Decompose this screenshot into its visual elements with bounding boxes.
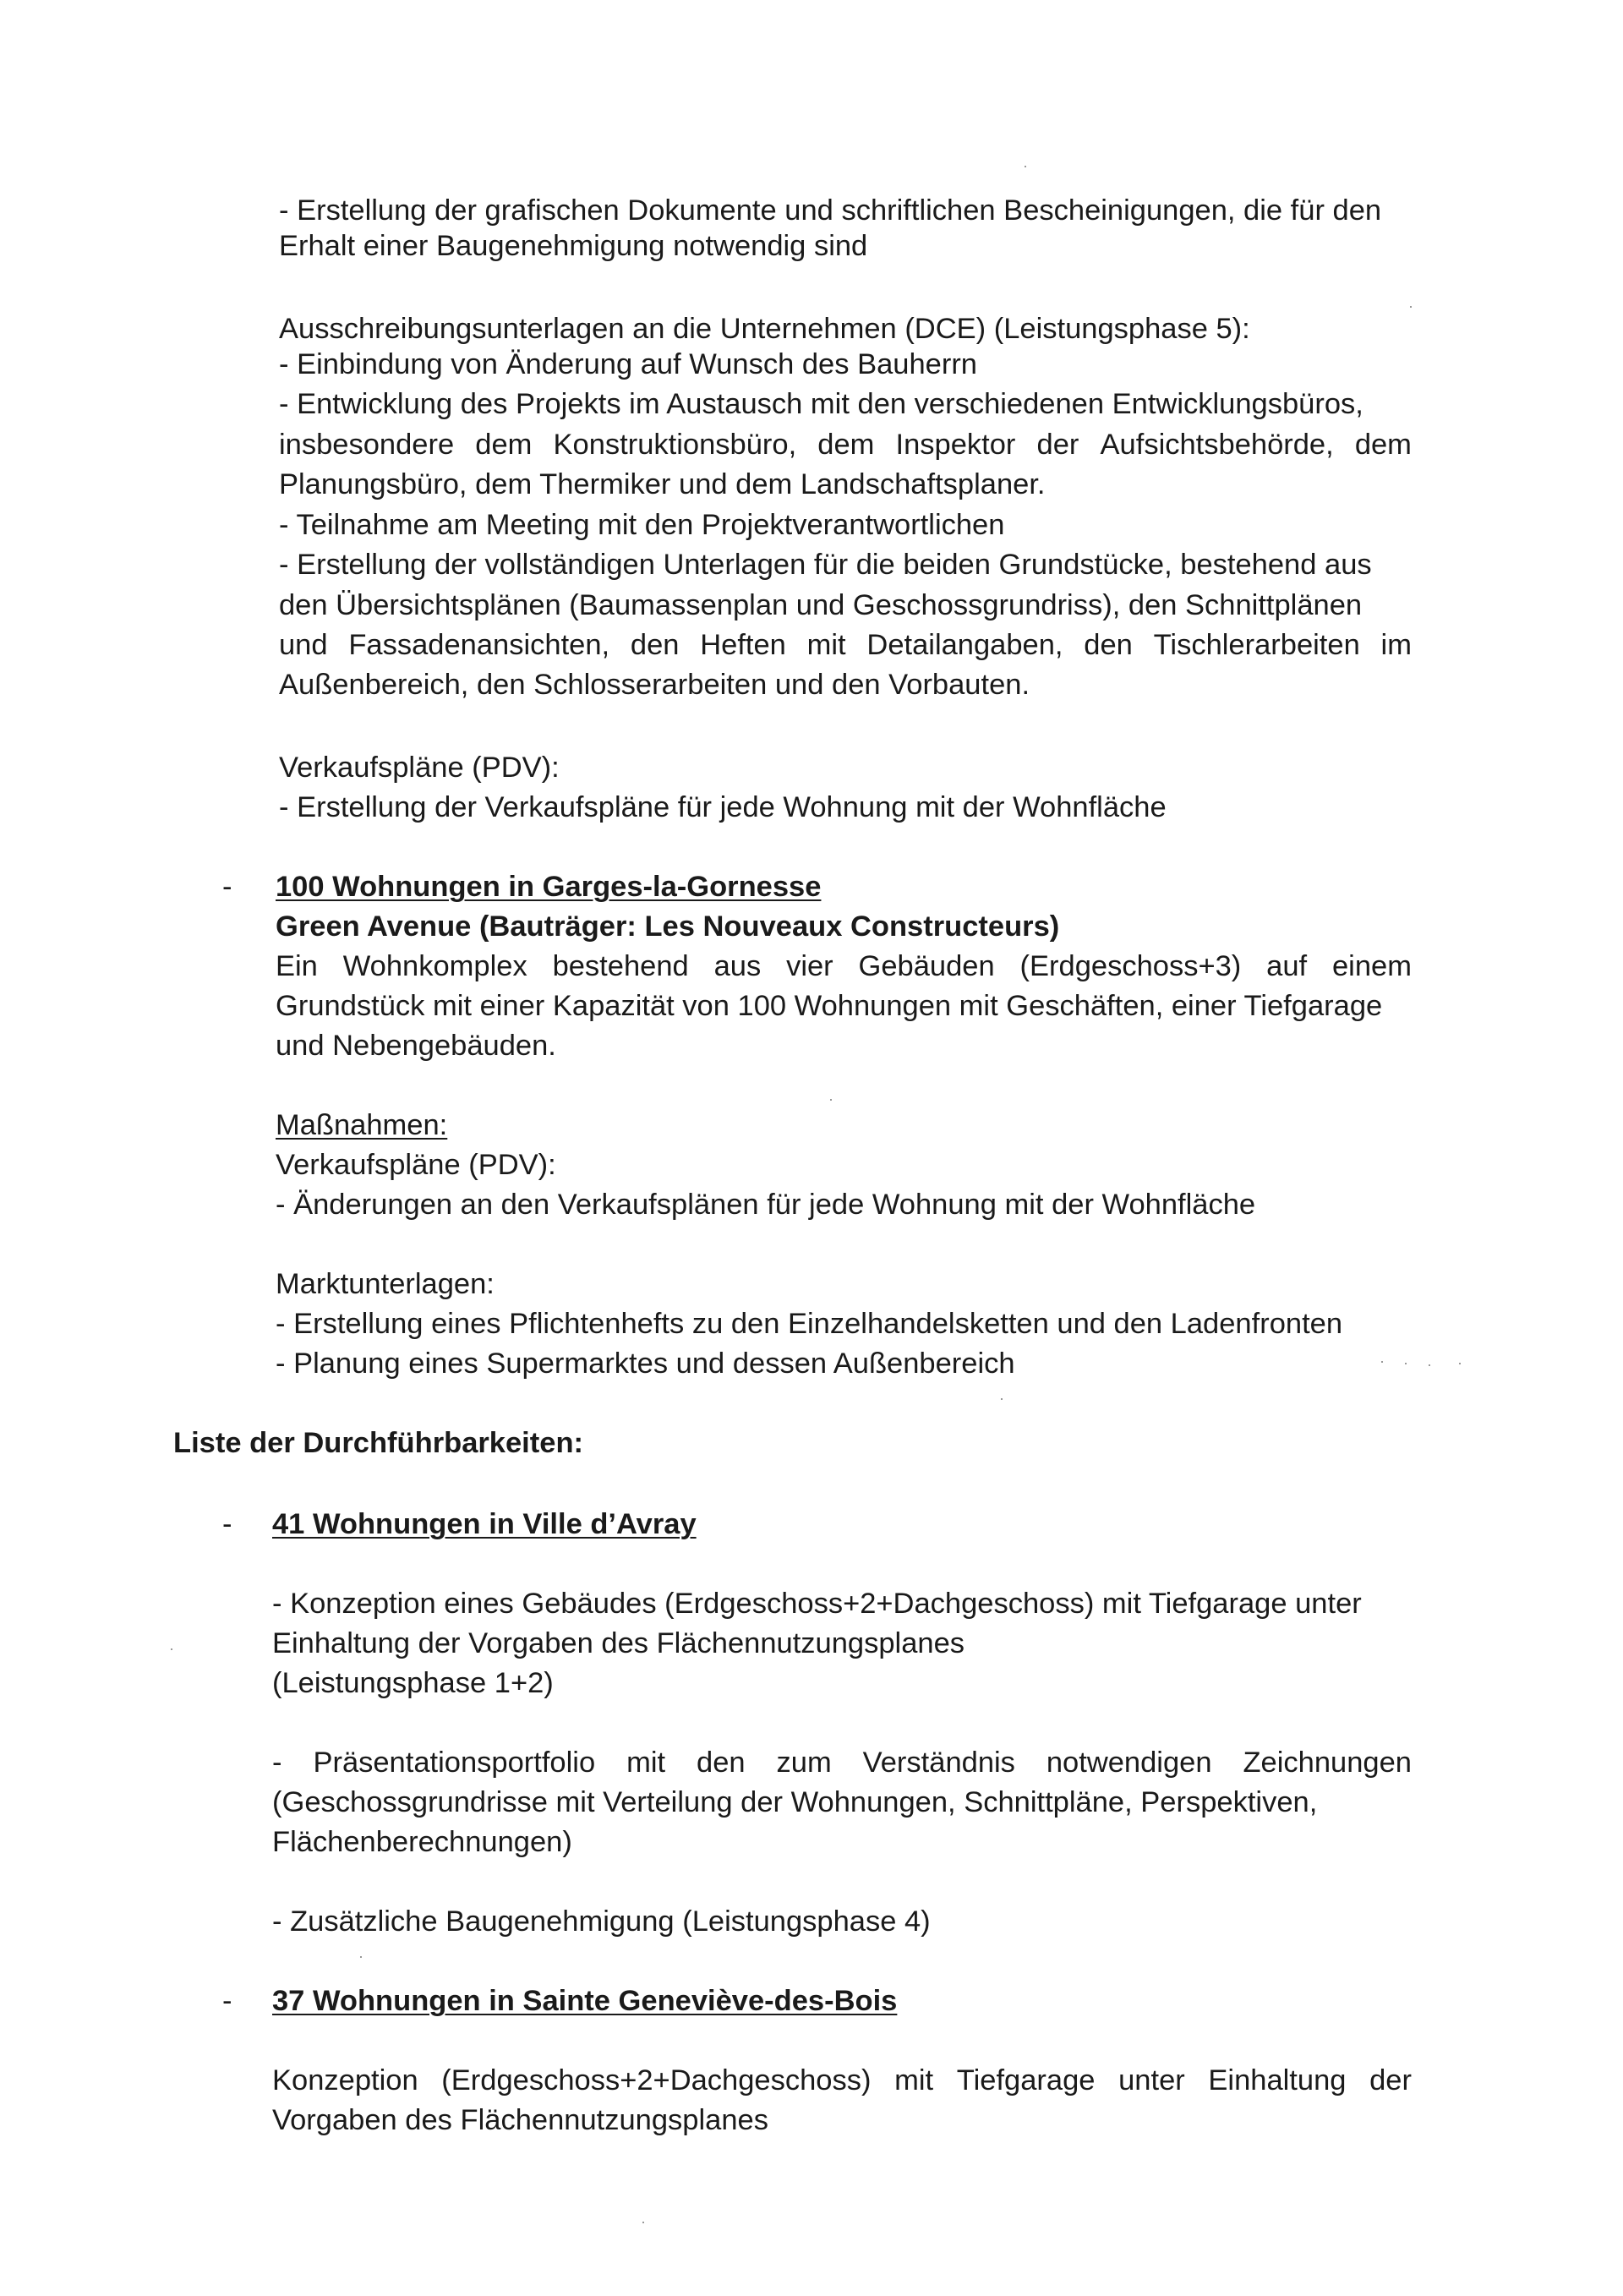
word: Tischlerarbeiten xyxy=(1153,629,1360,661)
word: und xyxy=(279,629,328,661)
word: der xyxy=(1036,429,1079,461)
list-item: - Teilnahme am Meeting mit den Projektverantwortlichen xyxy=(279,509,1005,541)
scan-speck xyxy=(642,2222,644,2223)
word: Ein xyxy=(276,950,318,982)
word: Inspektor xyxy=(895,429,1016,461)
paragraph-line: Vorgaben des Flächennutzungsplanes xyxy=(272,2104,768,2136)
scan-speck xyxy=(1001,1398,1003,1400)
bullet-dash: - xyxy=(222,1508,232,1540)
word: Konstruktionsbüro, xyxy=(553,429,797,461)
paragraph-line: - Konzeption eines Gebäudes (Erdgeschoss+2+Dachgeschoss) mit Tiefgarage unter xyxy=(272,1588,1362,1620)
paragraph-line: (Leistungsphase 1+2) xyxy=(272,1667,554,1699)
justified-line xyxy=(279,626,1412,665)
justified-line xyxy=(276,947,1412,987)
paragraph-line: und Nebengebäuden. xyxy=(276,1030,556,1062)
paragraph-line: Flächenberechnungen) xyxy=(272,1826,572,1858)
list-item: - Entwicklung des Projekts im Austausch mit den verschiedenen Entwicklungsbüros, xyxy=(279,388,1363,420)
word: (Erdgeschoss+2+Dachgeschoss) xyxy=(441,2064,872,2096)
list-item: - Erstellung der Verkaufspläne für jede Wohnung mit der Wohnfläche xyxy=(279,791,1167,823)
word: (Erdgeschoss+3) xyxy=(1019,950,1242,982)
list-item: - Einbindung von Änderung auf Wunsch des Bauherrn xyxy=(279,348,977,380)
word: der xyxy=(1369,2064,1412,2096)
word: Fassadenansichten, xyxy=(348,629,610,661)
word: unter xyxy=(1118,2064,1185,2096)
paragraph-line: Planungsbüro, dem Thermiker und dem Landschaftsplaner. xyxy=(279,468,1046,500)
measures-heading: Maßnahmen: xyxy=(276,1109,448,1141)
scan-speck xyxy=(1405,1363,1407,1364)
word: Einhaltung xyxy=(1208,2064,1347,2096)
word: Konzeption xyxy=(272,2064,418,2096)
section-heading: Verkaufspläne (PDV): xyxy=(279,752,560,784)
word: Wohnkomplex xyxy=(342,950,527,982)
word: bestehend xyxy=(552,950,689,982)
word: Präsentationsportfolio xyxy=(313,1747,596,1779)
scan-speck xyxy=(1429,1364,1430,1366)
word: im xyxy=(1380,629,1412,661)
paragraph-line: Grundstück mit einer Kapazität von 100 Wohnungen mit Geschäften, einer Tiefgarage xyxy=(276,990,1383,1022)
word: mit xyxy=(626,1747,666,1779)
paragraph-line: (Geschossgrundrisse mit Verteilung der Wohnungen, Schnittpläne, Perspektiven, xyxy=(272,1786,1318,1818)
section-heading: Verkaufspläne (PDV): xyxy=(276,1149,556,1181)
word: mit xyxy=(806,629,846,661)
word: Tiefgarage xyxy=(956,2064,1096,2096)
project-title: 37 Wohnungen in Sainte Geneviève-des-Bois xyxy=(272,1985,898,2017)
list-item: - Planung eines Supermarktes und dessen Außenbereich xyxy=(276,1348,1015,1380)
scan-speck xyxy=(830,1099,832,1101)
word: mit xyxy=(894,2064,934,2096)
word: dem xyxy=(1354,429,1412,461)
word: Heften xyxy=(700,629,786,661)
word: zum xyxy=(776,1747,832,1779)
scan-speck xyxy=(1459,1363,1461,1364)
section-heading: Marktunterlagen: xyxy=(276,1268,495,1300)
section-heading: Ausschreibungsunterlagen an die Unternehmen (DCE) (Leistungsphase 5): xyxy=(279,313,1250,345)
paragraph-line: Erhalt einer Baugenehmigung notwendig sind xyxy=(279,230,868,262)
justified-line xyxy=(272,1743,1412,1783)
paragraph-line: den Übersichtsplänen (Baumassenplan und Geschossgrundriss), den Schnittplänen xyxy=(279,589,1363,621)
word: aus xyxy=(713,950,762,982)
word: Verständnis xyxy=(862,1747,1015,1779)
bullet-dash: - xyxy=(222,1985,232,2017)
word: Aufsichtsbehörde, xyxy=(1100,429,1334,461)
justified-line xyxy=(279,425,1412,465)
project-subtitle: Green Avenue (Bauträger: Les Nouveaux Constructeurs) xyxy=(276,910,1060,943)
paragraph-line: Einhaltung der Vorgaben des Flächennutzungsplanes xyxy=(272,1627,965,1659)
scan-speck xyxy=(360,1956,362,1958)
scan-speck xyxy=(1381,1361,1383,1363)
word: den xyxy=(1084,629,1133,661)
scan-speck xyxy=(171,1648,172,1650)
word: Zeichnungen xyxy=(1243,1747,1412,1779)
list-item: - Erstellung eines Pflichtenhefts zu den Einzelhandelsketten und den Ladenfronten xyxy=(276,1308,1343,1340)
word: notwendigen xyxy=(1046,1747,1212,1779)
word: vier xyxy=(786,950,833,982)
scan-speck xyxy=(1025,166,1026,167)
bullet-dash: - xyxy=(222,871,232,903)
word: Detailangaben, xyxy=(866,629,1063,661)
word: - xyxy=(272,1747,282,1779)
list-item: - Zusätzliche Baugenehmigung (Leistungsphase 4) xyxy=(272,1905,931,1938)
word: den xyxy=(697,1747,746,1779)
word: dem xyxy=(475,429,533,461)
paragraph-line: - Erstellung der grafischen Dokumente und schriftlichen Bescheinigungen, die für den xyxy=(279,194,1382,227)
word: einem xyxy=(1331,950,1412,982)
word: insbesondere xyxy=(279,429,455,461)
project-title: 100 Wohnungen in Garges-la-Gornesse xyxy=(276,871,822,903)
paragraph-line: Außenbereich, den Schlosserarbeiten und den Vorbauten. xyxy=(279,669,1030,701)
word: auf xyxy=(1266,950,1308,982)
list-item: - Änderungen an den Verkaufsplänen für jede Wohnung mit der Wohnfläche xyxy=(276,1189,1256,1221)
list-item: - Erstellung der vollständigen Unterlagen für die beiden Grundstücke, bestehend aus xyxy=(279,549,1372,581)
feasibility-heading: Liste der Durchführbarkeiten: xyxy=(173,1427,584,1459)
justified-line xyxy=(272,2061,1412,2101)
word: Gebäuden xyxy=(858,950,995,982)
word: den xyxy=(630,629,680,661)
project-title: 41 Wohnungen in Ville d’Avray xyxy=(272,1508,697,1540)
scan-speck xyxy=(1410,306,1412,308)
word: dem xyxy=(817,429,875,461)
